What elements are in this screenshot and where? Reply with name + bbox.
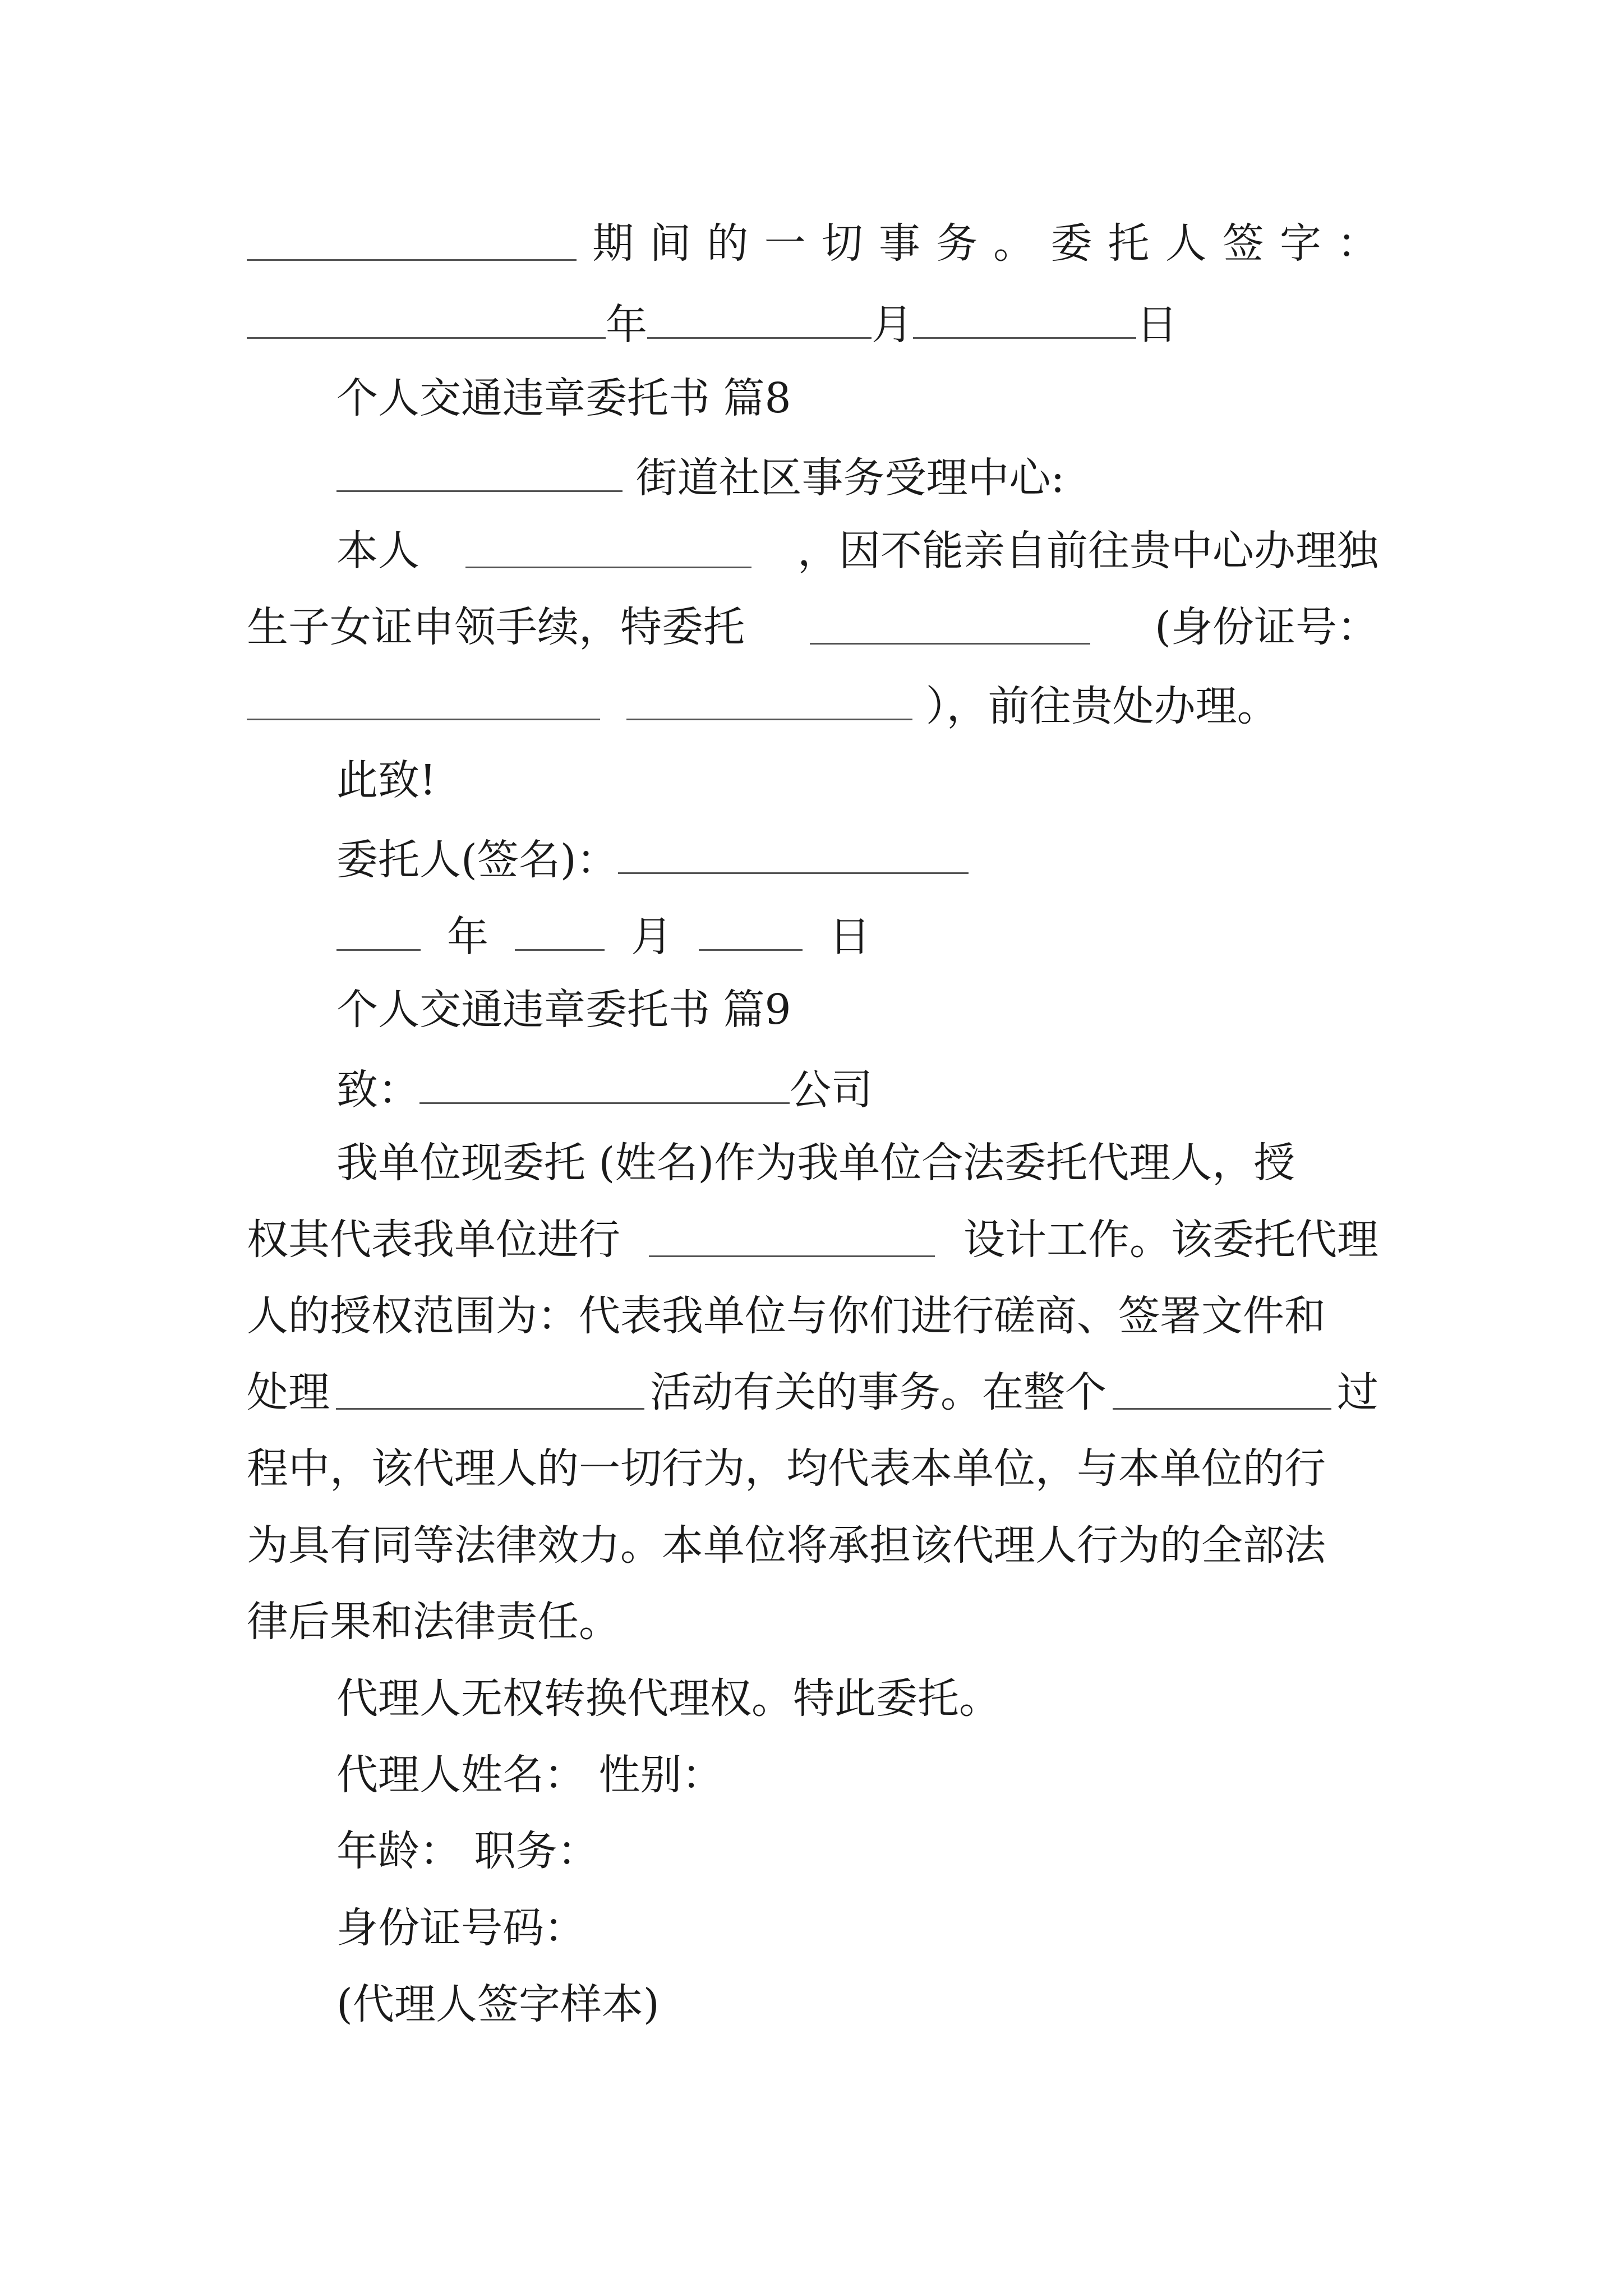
fill-blank xyxy=(336,447,623,492)
char: 签 xyxy=(1222,219,1264,268)
fill-blank xyxy=(626,675,912,720)
fill-blank xyxy=(247,675,600,720)
char: 事 xyxy=(878,219,920,268)
day-label: 日 xyxy=(1136,301,1178,349)
fill-blank xyxy=(515,905,605,951)
char: 务 xyxy=(935,219,978,268)
char: 人 xyxy=(1165,219,1207,268)
month-label: 月 xyxy=(872,301,913,349)
fill-blank xyxy=(810,599,1090,645)
text-line: 年龄： 职务： xyxy=(336,1827,599,1875)
text-line: 街道社区事务受理中心: xyxy=(336,447,1064,503)
fill-blank xyxy=(336,1364,644,1410)
char: 期 xyxy=(592,219,634,268)
fill-blank xyxy=(419,1059,790,1104)
paragraph-line: 我单位现委托 (姓名)作为我单位合法委托代理人，授 xyxy=(336,1139,1295,1187)
char: 。 xyxy=(993,219,1035,268)
year-label: 年 xyxy=(606,301,647,349)
text-line: 致： 公司 xyxy=(336,1059,873,1115)
fill-blank xyxy=(465,523,751,568)
fill-blank xyxy=(336,905,421,951)
paragraph-line: 权其代表我单位进行 设计工作。该委托代理 xyxy=(247,1212,1378,1268)
text-line: 生子女证申领手续，特委托 (身份证号： xyxy=(247,599,1378,655)
char: 委 xyxy=(1050,219,1092,268)
text-line: 代理人姓名： 性别： xyxy=(336,1751,723,1799)
paragraph-line: 律后果和法律责任。 xyxy=(247,1598,620,1646)
paragraph-line: 程中，该代理人的一切行为，均代表本单位，与本单位的行 xyxy=(247,1444,1326,1493)
section-heading: 个人交通违章委托书 篇9 xyxy=(336,986,791,1034)
text-line xyxy=(247,215,1378,272)
fill-blank xyxy=(913,293,1136,339)
paragraph-line: 人的授权范围为：代表我单位与你们进行磋商、签署文件和 xyxy=(247,1292,1326,1340)
section-heading: 个人交通违章委托书 篇8 xyxy=(336,374,791,422)
fill-blank xyxy=(247,215,577,261)
paragraph-line: 处理 活动有关的事务。在整个 过 xyxy=(247,1364,1378,1420)
text-line: 此致! xyxy=(336,756,436,804)
fill-blank xyxy=(247,293,606,339)
text-line: 本人 ，因不能亲自前往贵中心办理独 xyxy=(336,523,1378,579)
text-line: (代理人签字样本) xyxy=(336,1980,660,2028)
fill-blank xyxy=(647,293,872,339)
fill-blank xyxy=(618,829,969,874)
signature-line: 委托人(签名)： xyxy=(336,829,969,885)
char: 间 xyxy=(649,219,691,268)
text-line: ），前往贵处办理。 xyxy=(247,675,1279,731)
year-label: 年 xyxy=(447,913,489,961)
fill-blank xyxy=(1113,1364,1331,1410)
char: 托 xyxy=(1108,219,1150,268)
date-line xyxy=(336,905,870,961)
char: 字 xyxy=(1279,219,1321,268)
fill-blank xyxy=(699,905,803,951)
date-line xyxy=(247,293,1178,349)
text-line: 身份证号码： xyxy=(336,1904,585,1952)
text-line: 代理人无权转换代理权。特此委托。 xyxy=(336,1674,1000,1723)
char: ： xyxy=(1336,219,1378,268)
char: 的 xyxy=(707,219,749,268)
month-label: 月 xyxy=(631,913,673,961)
day-label: 日 xyxy=(829,913,871,961)
char: 一 xyxy=(764,219,806,268)
fill-blank xyxy=(649,1212,935,1257)
char: 切 xyxy=(821,219,863,268)
paragraph-line: 为具有同等法律效力。本单位将承担该代理人行为的全部法 xyxy=(247,1521,1326,1570)
